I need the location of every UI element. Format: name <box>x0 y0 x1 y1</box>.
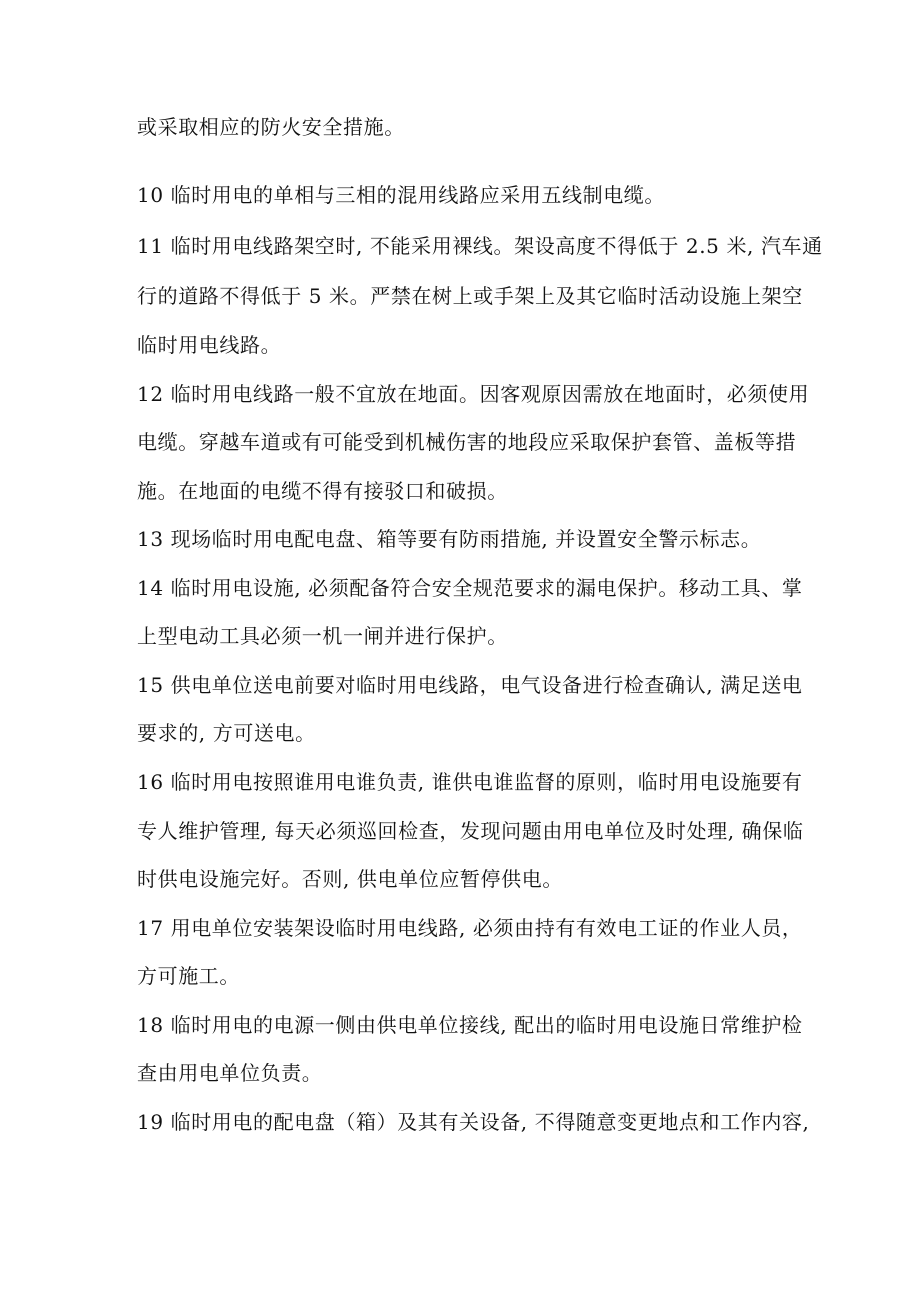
text-line: 12 临时用电线路一般不宜放在地面。因客观原因需放在地面时，必须使用 <box>137 382 810 406</box>
text-line: 专人维护管理, 每天必须巡回检查，发现问题由用电单位及时处理, 确保临 <box>137 819 804 843</box>
text-line: 13 现场临时用电配电盘、箱等要有防雨措施, 并设置安全警示标志。 <box>137 527 762 551</box>
text-line: 或采取相应的防火安全措施。 <box>137 115 405 139</box>
text-line: 10 临时用电的单相与三相的混用线路应采用五线制电缆。 <box>137 183 666 207</box>
text-line: 要求的, 方可送电。 <box>137 721 316 745</box>
text-line: 查由用电单位负责。 <box>137 1061 323 1085</box>
text-line: 行的道路不得低于 5 米。严禁在树上或手架上及其它临时活动设施上架空 <box>137 284 803 308</box>
text-line: 电缆。穿越车道或有可能受到机械伤害的地段应采取保护套管、盖板等措 <box>137 430 797 454</box>
text-line: 施。在地面的电缆不得有接驳口和破损。 <box>137 479 508 503</box>
text-line: 时供电设施完好。否则, 供电单位应暂停供电。 <box>137 867 563 891</box>
text-line: 17 用电单位安装架设临时用电线路, 必须由持有有效电工证的作业人员， <box>137 916 803 940</box>
text-line: 上型电动工具必须一机一闸并进行保护。 <box>137 624 508 648</box>
text-line: 16 临时用电按照谁用电谁负责, 谁供电谁监督的原则，临时用电设施要有 <box>137 770 803 794</box>
text-line: 19 临时用电的配电盘（箱）及其有关设备, 不得随意变更地点和工作内容, <box>137 1110 810 1134</box>
text-line: 18 临时用电的电源一侧由供电单位接线, 配出的临时用电设施日常维护检 <box>137 1013 803 1037</box>
text-line: 临时用电线路。 <box>137 333 282 357</box>
text-line: 方可施工。 <box>137 964 240 988</box>
text-line: 15 供电单位送电前要对临时用电线路，电气设备进行检查确认, 满足送电 <box>137 673 803 697</box>
text-line: 14 临时用电设施, 必须配备符合安全规范要求的漏电保护。移动工具、掌 <box>137 576 803 600</box>
text-line: 11 临时用电线路架空时, 不能采用裸线。架设高度不得低于 2.5 米, 汽车通 <box>137 234 823 258</box>
